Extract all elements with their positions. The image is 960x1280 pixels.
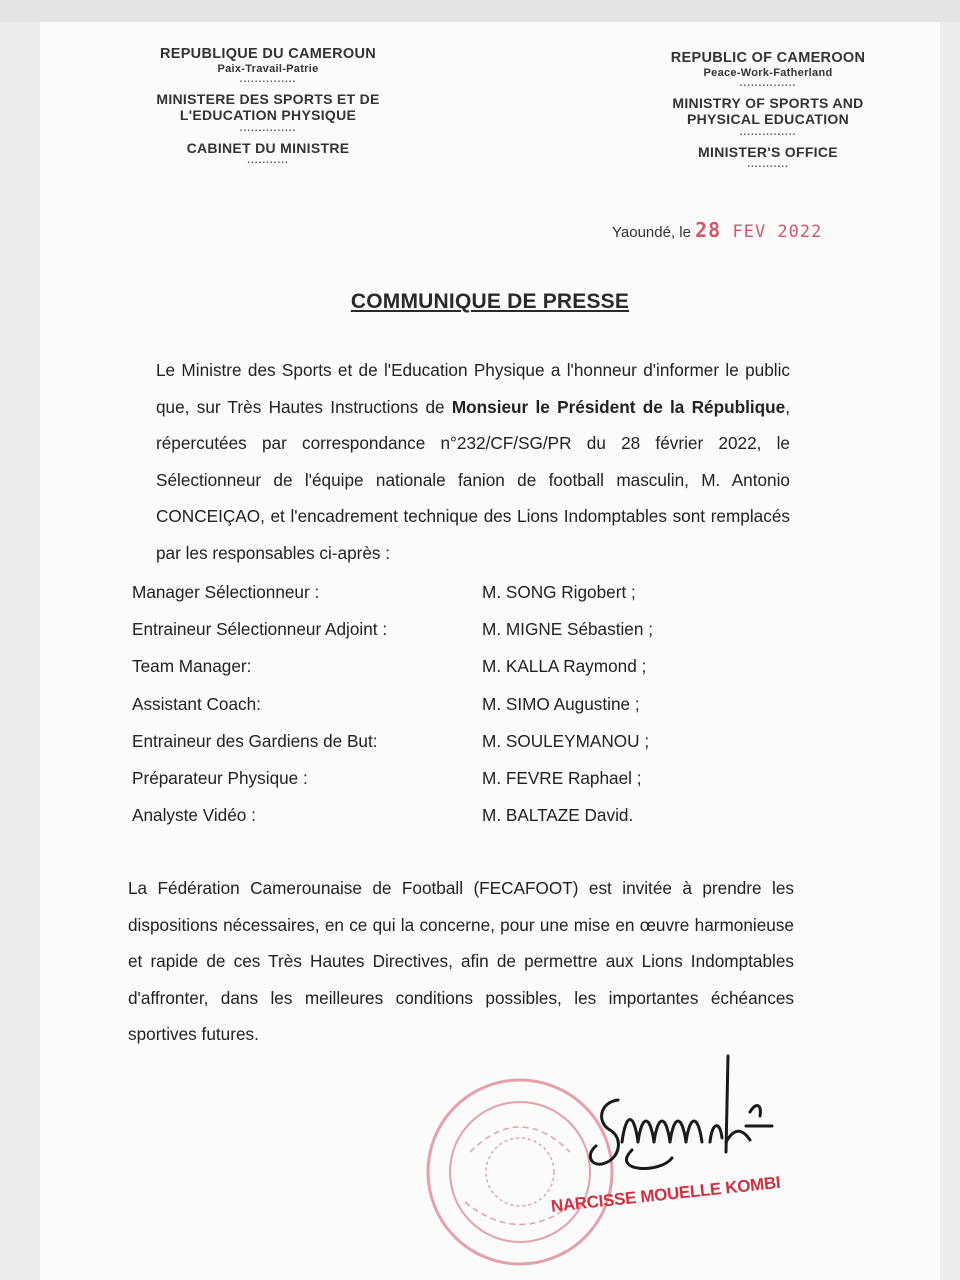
staff-name: M. BALTAZE David.: [482, 805, 634, 826]
staff-role: Entraineur des Gardiens de But:: [132, 730, 378, 751]
top-band: [0, 0, 960, 22]
separator: ...............: [739, 78, 797, 90]
motto-en: Peace-Work-Fatherland: [703, 66, 833, 79]
date-month-year: FEV 2022: [732, 222, 823, 242]
staff-name: M. SOULEYMANOU ;: [482, 730, 650, 751]
staff-row: [132, 768, 692, 805]
header-right: [628, 50, 908, 170]
staff-role: Analyste Vidéo :: [132, 805, 256, 826]
separator: ...............: [739, 126, 797, 138]
intro-text-start: Le Ministre des Sports et de l'Education Physique a l'honneur d'informer le public que, sur Très Hautes Instructions de: [156, 360, 790, 417]
staff-name: M. KALLA Raymond ;: [482, 656, 647, 677]
date-line: [612, 218, 822, 242]
separator: ...............: [239, 122, 297, 134]
country-fr: REPUBLIQUE DU CAMEROUN: [159, 46, 377, 62]
staff-name: M. SIMO Augustine ;: [482, 693, 640, 714]
signature-mark: [590, 1056, 772, 1168]
stamp-and-signature: [410, 1042, 850, 1272]
header-left: [128, 46, 408, 166]
staff-name: M. MIGNE Sébastien ;: [482, 619, 653, 640]
staff-role: Manager Sélectionneur :: [132, 582, 320, 602]
staff-role: Entraineur Sélectionneur Adjoint :: [132, 619, 388, 640]
office-en: MINISTER'S OFFICE: [698, 143, 838, 160]
motto-fr: Paix-Travail-Patrie: [217, 62, 319, 75]
staff-role: Assistant Coach:: [132, 693, 261, 714]
office-fr: CABINET DU MINISTRE: [186, 139, 350, 156]
staff-row: [132, 619, 692, 656]
staff-row: [132, 694, 692, 731]
official-seal: [428, 1080, 612, 1264]
ministry-en-line1: MINISTRY OF SPORTS AND: [672, 95, 864, 112]
document-title: COMMUNIQUE DE PRESSE: [350, 290, 630, 313]
separator: ...............: [239, 74, 297, 86]
ministry-fr-line1: MINISTERE DES SPORTS ET DE: [156, 91, 380, 108]
staff-name: M. SONG Rigobert ;: [482, 582, 636, 602]
date-stamp: [695, 218, 823, 242]
staff-row: [132, 656, 692, 693]
signatory-name: NARCISSE MOUELLE KOMBI: [550, 1172, 782, 1216]
document-page: [40, 22, 940, 1280]
staff-row: [132, 582, 692, 619]
staff-name: M. FEVRE Raphael ;: [482, 767, 642, 788]
country-en: REPUBLIC OF CAMEROON: [670, 50, 866, 66]
intro-text-bold: Monsieur le Président de la République: [451, 396, 786, 417]
staff-role: Team Manager:: [132, 656, 252, 677]
ministry-en-line2: PHYSICAL EDUCATION: [686, 111, 849, 128]
intro-text-end: , répercutées par correspondance n°232/CF/SG/PR du 28 février 2022, le Sélectionneur de l'équipe nationale fanion de football masculin, M. Antonio CONCEIÇAO, et l'encadrement technique des Lions Indomptables sont remplacés par les responsables ci-après :: [156, 396, 790, 563]
staff-row: [132, 805, 692, 842]
staff-list: [132, 582, 692, 842]
date-day: 28: [695, 218, 722, 242]
paragraph-intro: [156, 352, 790, 571]
ministry-fr-line2: L'EDUCATION PHYSIQUE: [179, 107, 357, 124]
date-place: Yaoundé, le: [612, 224, 691, 241]
separator: ...........: [247, 154, 289, 166]
staff-row: [132, 731, 692, 768]
staff-role: Préparateur Physique :: [132, 767, 308, 788]
paragraph-closing: La Fédération Camerounaise de Football (FECAFOOT) est invitée à prendre les dispositions nécessaires, en ce qui la concerne, pour une mise en œuvre harmonieuse et rapide de ces Très Hautes Directives, afin de permettre aux Lions Indomptables d'affronter, dans les meilleures conditions possibles, les importantes échéances sportives futures.: [128, 878, 794, 1044]
separator: ...........: [747, 158, 789, 170]
